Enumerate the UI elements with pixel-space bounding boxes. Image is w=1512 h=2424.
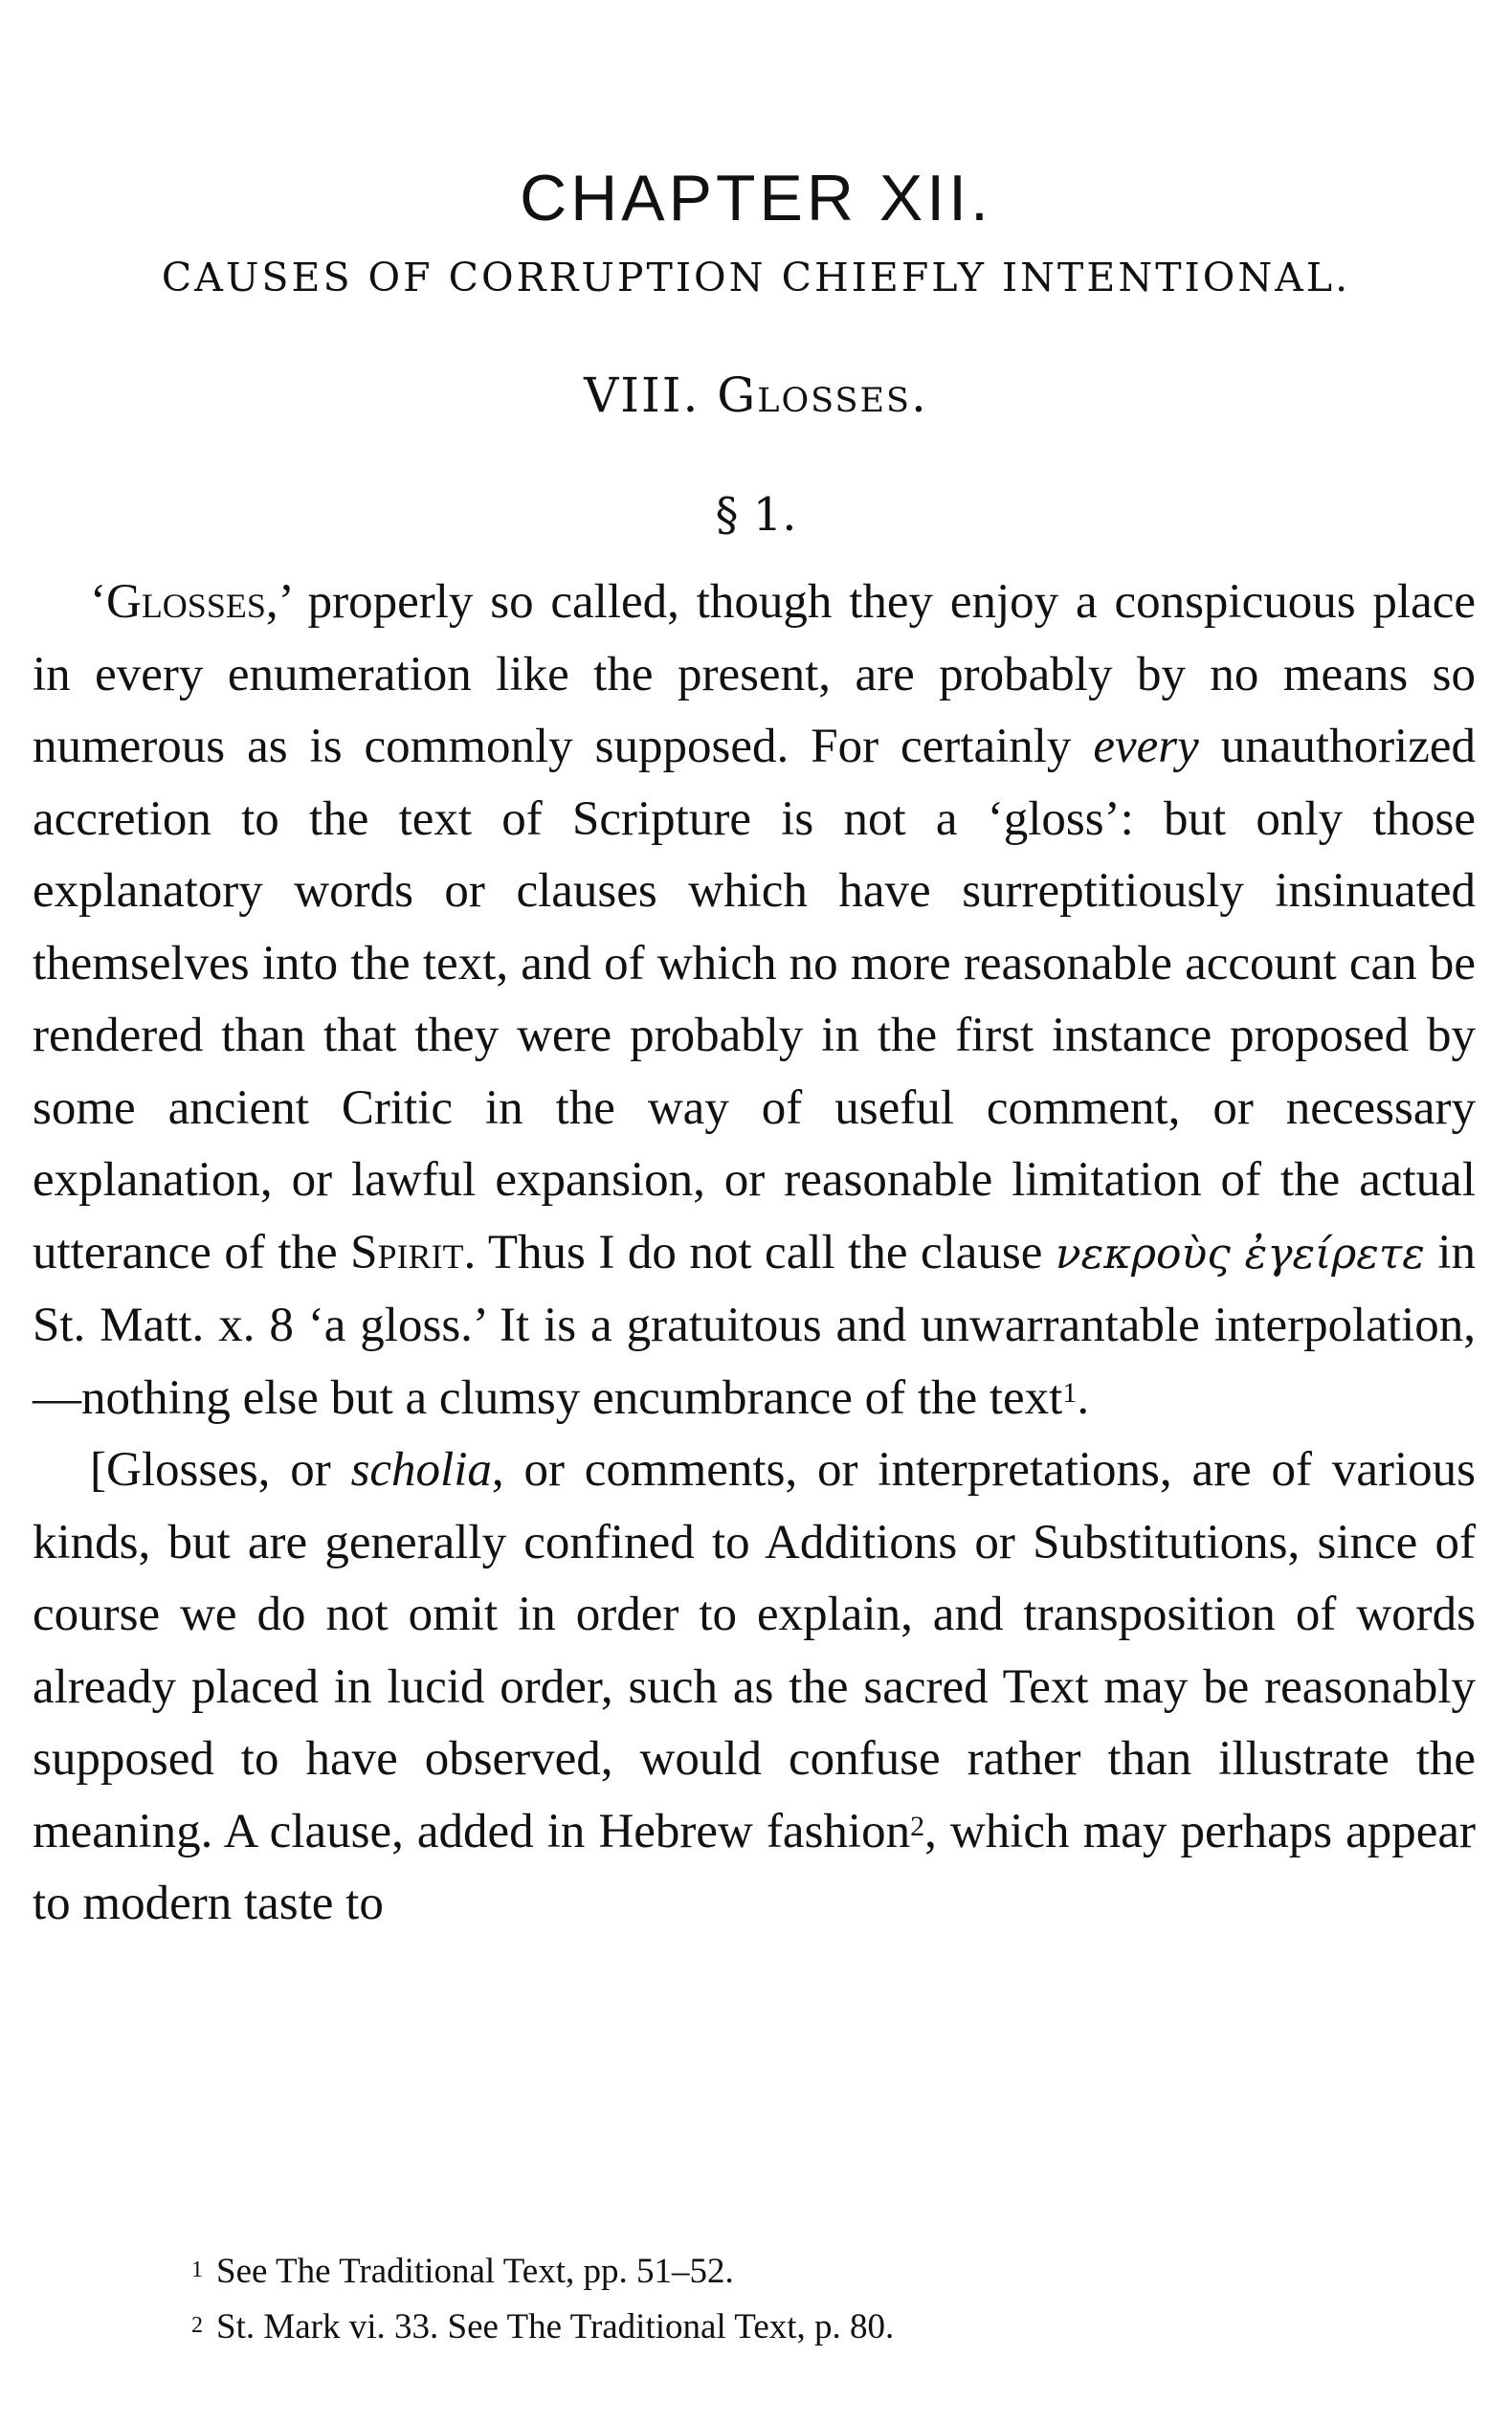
paragraph-1-text-c: . Thus I do not call the clause [463,1225,1056,1279]
greek-phrase: νεκροὺς ἐγείρετε [1055,1229,1425,1279]
emphasis-every: every [1093,720,1199,773]
paragraph-1-end: . [1077,1370,1090,1425]
footnote-ref-2[interactable]: 2 [910,1810,925,1842]
chapter-subtitle: CAUSES OF CORRUPTION CHIEFLY INTENTIONAL. [161,255,1351,300]
paragraph-1-text-b: unauthorized accretion to the text of Scripture is not a ‘gloss’: but only those explanatory words or clauses which have surreptitiously insinuated themselves into the text, and of which no more reasonable account can be rendered than that they were probably in the first instance proposed by some ancient Critic in the way of useful comment, or necessary explanation, or lawful expansion, or reasonable limitation of the actual utterance of the [33,720,1476,1279]
paragraph-1-text-a: ’ properly so called, though they enjoy a conspicuous place in every enumeration like the present, are probably by no means so numerous as is commonly supposed. For certainly [33,575,1476,773]
emphasis-scholia: scholia [350,1443,492,1497]
section-mark: § 1. [715,488,797,542]
section-title [0,367,1512,423]
spirit-term: Spirit [350,1225,464,1279]
section-numeral: VIII. [584,367,700,423]
paragraph-2-text-c: , which may perhaps appear to modern taste to [33,1804,1477,1930]
footnote-2 [191,2300,1435,2355]
footnote-marker: 2 [191,2313,203,2338]
footnote-text: St. Mark vi. 33. See The Traditional Text, p. 80. [216,2307,895,2346]
paragraph-2-text-b: , or comments, or interpretations, are of various kinds, but are generally confined to Additions or Substitutions, since of course we do not omit in order to explain, and transposition of words already placed in lucid order, such as the sacred Text may be reasonably supposed to have observed, would confuse rather than illustrate the meaning. A clause, added in Hebrew fashion [33,1443,1476,1858]
footnote-text: See The Traditional Text, pp. 51–52. [216,2252,734,2291]
open-quote: ‘ [90,575,106,629]
paragraph-1 [33,567,1476,1434]
paragraph-2 [33,1434,1476,1941]
glosses-term: Glosses, [105,575,278,629]
footnote-marker: 1 [191,2257,203,2282]
footnote-ref-1[interactable]: 1 [1062,1376,1078,1409]
paragraph-1-text-d: in St. Matt. x. 8 ‘a gloss.’ It is a gratuitous and unwarrantable interpolation,—nothing else but a clumsy encumbrance of the text [33,1225,1477,1425]
body-text [33,567,1476,1941]
chapter-title: CHAPTER XII. [520,161,992,234]
footnotes [191,2244,1435,2355]
paragraph-2-text-a: [Glosses, or [90,1443,351,1497]
section-name: Glosses. [717,367,928,423]
footnote-1 [191,2244,1435,2300]
